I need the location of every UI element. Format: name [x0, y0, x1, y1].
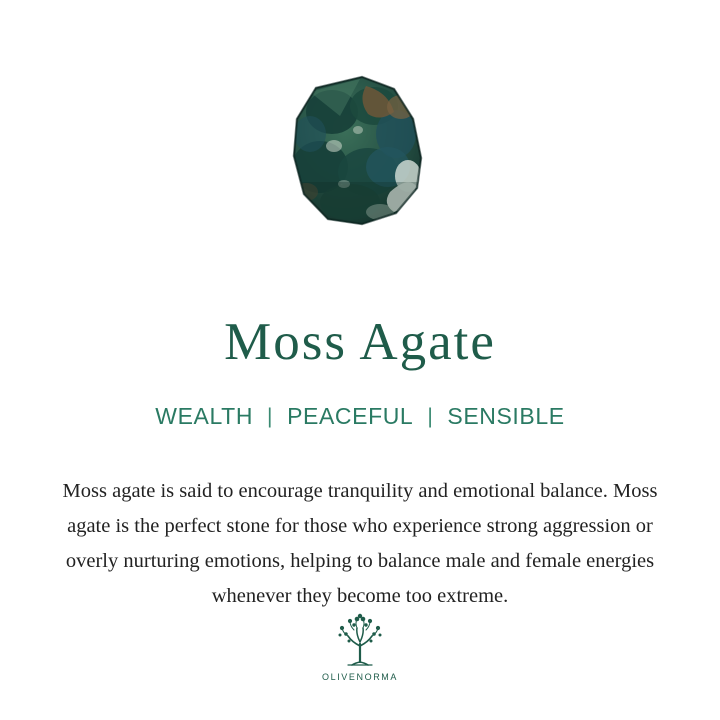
brand-logo [0, 612, 720, 682]
stone-image [270, 72, 450, 232]
keyword-list [155, 403, 564, 430]
keyword-separator-2: | [427, 404, 434, 428]
keyword-wealth: WEALTH [155, 403, 254, 429]
keyword-peaceful: PEACEFUL [287, 403, 414, 429]
description-text: Moss agate is said to encourage tranquility and emotional balance. Moss agate is the perfect stone for those who experience strong aggression or overly nurturing emotions, helping to balance male and female energies whenever they become too extreme. [62, 480, 658, 607]
page-title: Moss Agate [224, 313, 496, 371]
brand-name: OLIVENORMA [321, 672, 398, 682]
moss-agate-stone-illustration [270, 72, 450, 232]
tree-of-life-icon [328, 612, 392, 668]
keyword-sensible: SENSIBLE [447, 403, 565, 429]
keyword-separator-1: | [267, 404, 274, 428]
